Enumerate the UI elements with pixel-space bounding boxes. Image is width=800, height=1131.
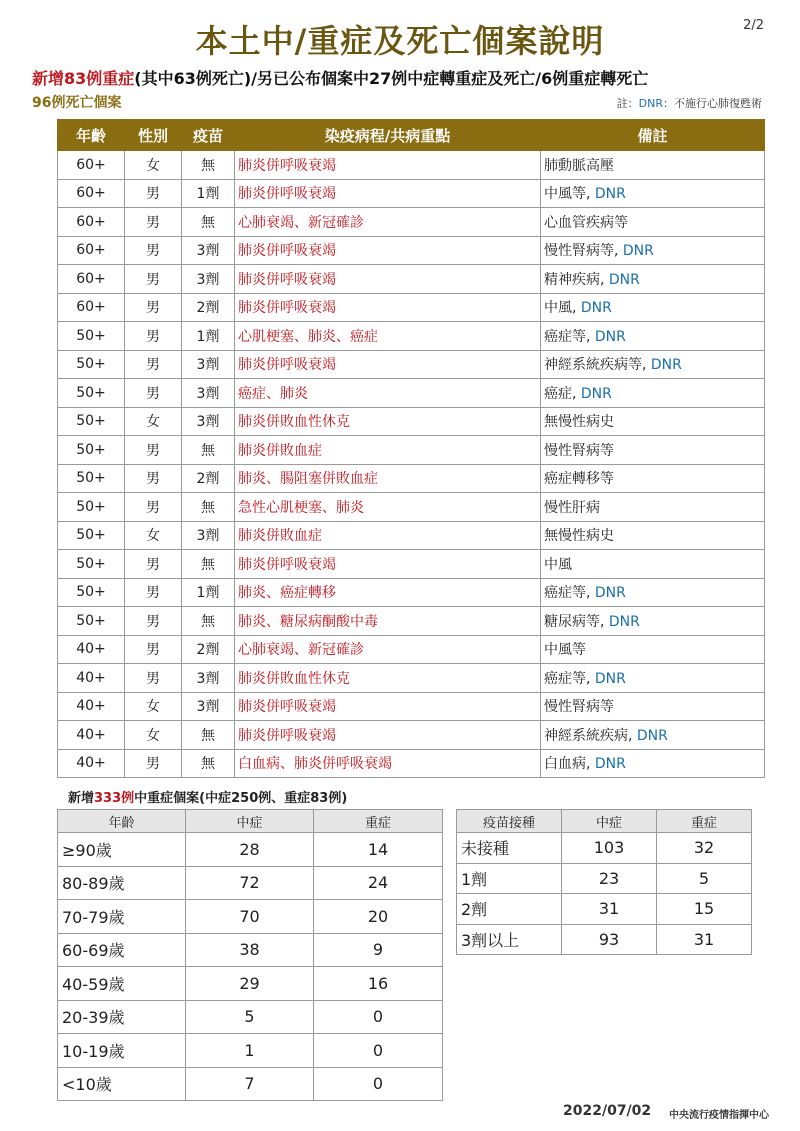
cell-vaccine: 無 [182, 208, 235, 237]
cell-remark [541, 521, 765, 550]
cell-sex: 男 [125, 493, 182, 522]
remark-text: 神經系統疾病等, [544, 357, 651, 374]
age-severe-count: 0 [314, 1067, 443, 1101]
cell-course: 急性心肌梗塞、肺炎 [235, 493, 541, 522]
cell-course: 心肺衰竭、新冠確診 [235, 208, 541, 237]
cell-course: 肺炎併呼吸衰竭 [235, 293, 541, 322]
age-group-label: 70-79歲 [58, 900, 186, 934]
death-case-row [58, 521, 765, 550]
cell-remark [541, 578, 765, 607]
header-course: 染疫病程/共病重點 [235, 120, 541, 151]
vaccine-status-label: 1劑 [457, 863, 562, 894]
cell-remark [541, 407, 765, 436]
cell-age: 40+ [58, 721, 125, 750]
cell-sex: 男 [125, 179, 182, 208]
age-severe-count: 0 [314, 1034, 443, 1068]
remark-text: 中風等 [544, 642, 586, 659]
footer-date: 2022/07/02 [563, 1103, 652, 1119]
vaccine-table-row [457, 894, 752, 925]
age-moderate-count: 1 [186, 1034, 314, 1068]
age-moderate-count: 70 [186, 900, 314, 934]
caption-count: 333例 [94, 791, 135, 806]
cell-remark [541, 179, 765, 208]
death-cases-table [57, 119, 765, 778]
cell-age: 60+ [58, 236, 125, 265]
cell-age: 40+ [58, 692, 125, 721]
death-count-line: 96例死亡個案 [32, 95, 122, 111]
death-case-row [58, 236, 765, 265]
cell-sex: 女 [125, 151, 182, 180]
cell-sex: 男 [125, 749, 182, 778]
remark-text: 癌症等, [544, 670, 595, 687]
cell-course: 肺炎、腸阻塞併敗血症 [235, 464, 541, 493]
age-moderate-count: 5 [186, 1000, 314, 1034]
cell-course: 癌症、肺炎 [235, 379, 541, 408]
cell-vaccine: 無 [182, 436, 235, 465]
remark-text: 糖尿病等, [544, 613, 609, 630]
cell-sex: 女 [125, 407, 182, 436]
cell-course: 心肺衰竭、新冠確診 [235, 635, 541, 664]
dnr-note [617, 95, 762, 111]
vaccine-status-label: 未接種 [457, 833, 562, 864]
cell-vaccine: 無 [182, 749, 235, 778]
cell-course: 心肌梗塞、肺炎、癌症 [235, 322, 541, 351]
footer-org: 中央流行疫情指揮中心 [669, 1110, 769, 1121]
age-header-moderate: 中症 [186, 810, 314, 833]
vac-header-moderate: 中症 [562, 810, 657, 833]
age-table-row [58, 1034, 443, 1068]
vaccine-moderate-count: 31 [562, 894, 657, 925]
cell-age: 50+ [58, 493, 125, 522]
age-severe-count: 20 [314, 900, 443, 934]
death-case-row [58, 692, 765, 721]
cell-age: 50+ [58, 379, 125, 408]
header-vaccine: 疫苗 [182, 120, 235, 151]
cell-age: 40+ [58, 664, 125, 693]
vaccine-severe-count: 32 [657, 833, 752, 864]
cell-age: 50+ [58, 322, 125, 351]
cell-age: 60+ [58, 265, 125, 294]
vaccine-table-row [457, 863, 752, 894]
death-case-row [58, 350, 765, 379]
remark-text: 白血病, [544, 756, 595, 773]
remark-text: 中風 [544, 556, 572, 573]
cell-sex: 男 [125, 293, 182, 322]
age-group-label: 60-69歲 [58, 933, 186, 967]
cell-vaccine: 3劑 [182, 265, 235, 294]
vac-header-status: 疫苗接種 [457, 810, 562, 833]
remark-text: 慢性肝病 [544, 499, 600, 516]
page-number: 2/2 [743, 18, 764, 33]
death-case-row [58, 607, 765, 636]
remark-text: 癌症轉移等 [544, 471, 614, 488]
dnr-tag: DNR [608, 271, 640, 288]
cell-vaccine: 1劑 [182, 322, 235, 351]
cell-age: 40+ [58, 749, 125, 778]
cell-age: 50+ [58, 436, 125, 465]
cell-sex: 女 [125, 692, 182, 721]
dnr-tag: DNR [580, 300, 612, 317]
cell-age: 50+ [58, 464, 125, 493]
vaccine-status-label: 3劑以上 [457, 924, 562, 955]
cell-course: 白血病、肺炎併呼吸衰竭 [235, 749, 541, 778]
remark-text: 癌症, [544, 385, 581, 402]
cell-vaccine: 無 [182, 151, 235, 180]
cell-age: 50+ [58, 521, 125, 550]
note-suffix: ：不施行心肺復甦術 [663, 97, 762, 110]
cell-course: 肺炎併敗血性休克 [235, 664, 541, 693]
page-title: 本土中/重症及死亡個案說明 [195, 22, 605, 60]
age-table-row [58, 1000, 443, 1034]
age-moderate-count: 72 [186, 866, 314, 900]
cell-age: 50+ [58, 350, 125, 379]
death-case-row [58, 208, 765, 237]
dnr-tag: DNR [580, 385, 612, 402]
remark-text: 慢性腎病等, [544, 243, 623, 260]
cell-sex: 男 [125, 464, 182, 493]
vaccine-table-header-row [457, 810, 752, 833]
cell-vaccine: 1劑 [182, 578, 235, 607]
death-case-row [58, 265, 765, 294]
age-table-row [58, 866, 443, 900]
cell-vaccine: 2劑 [182, 635, 235, 664]
age-group-label: 40-59歲 [58, 967, 186, 1001]
age-group-label: 20-39歲 [58, 1000, 186, 1034]
cell-remark [541, 151, 765, 180]
vaccine-severe-count: 31 [657, 924, 752, 955]
age-group-label: <10歲 [58, 1067, 186, 1101]
cell-vaccine: 2劑 [182, 464, 235, 493]
vaccine-severe-count: 5 [657, 863, 752, 894]
remark-text: 癌症等, [544, 328, 595, 345]
age-header-severe: 重症 [314, 810, 443, 833]
cell-remark [541, 208, 765, 237]
cell-course: 肺炎併呼吸衰竭 [235, 721, 541, 750]
death-case-row [58, 578, 765, 607]
cell-age: 50+ [58, 550, 125, 579]
death-case-row [58, 664, 765, 693]
age-severe-count: 24 [314, 866, 443, 900]
dnr-tag: DNR [650, 357, 682, 374]
cell-sex: 男 [125, 635, 182, 664]
cell-vaccine: 3劑 [182, 664, 235, 693]
age-severe-count: 0 [314, 1000, 443, 1034]
cell-sex: 男 [125, 550, 182, 579]
death-case-row [58, 749, 765, 778]
cell-remark [541, 493, 765, 522]
dnr-tag: DNR [622, 243, 654, 260]
subtitle [32, 66, 648, 89]
age-moderate-count: 7 [186, 1067, 314, 1101]
vaccine-moderate-count: 23 [562, 863, 657, 894]
cell-sex: 男 [125, 578, 182, 607]
age-severe-count: 14 [314, 833, 443, 867]
cell-vaccine: 3劑 [182, 692, 235, 721]
age-moderate-count: 29 [186, 967, 314, 1001]
death-case-row [58, 436, 765, 465]
age-moderate-count: 28 [186, 833, 314, 867]
death-case-row [58, 322, 765, 351]
cell-vaccine: 無 [182, 550, 235, 579]
cell-vaccine: 3劑 [182, 350, 235, 379]
remark-text: 慢性腎病等 [544, 699, 614, 716]
cell-course: 肺炎併呼吸衰竭 [235, 179, 541, 208]
remark-text: 無慢性病史 [544, 528, 614, 545]
cell-age: 50+ [58, 607, 125, 636]
cell-remark [541, 350, 765, 379]
cell-sex: 女 [125, 521, 182, 550]
vac-header-severe: 重症 [657, 810, 752, 833]
subtitle-rest: (其中63例死亡)/另已公布個案中27例中症轉重症及死亡/6例重症轉死亡 [134, 69, 649, 88]
remark-text: 精神疾病, [544, 271, 609, 288]
age-moderate-count: 38 [186, 933, 314, 967]
cell-age: 60+ [58, 151, 125, 180]
age-severity-table [57, 809, 443, 1101]
cell-course: 肺炎併呼吸衰竭 [235, 550, 541, 579]
cell-course: 肺炎併敗血性休克 [235, 407, 541, 436]
vaccine-table-row [457, 924, 752, 955]
age-table-header-row [58, 810, 443, 833]
cell-sex: 男 [125, 350, 182, 379]
cell-sex: 男 [125, 265, 182, 294]
cell-sex: 男 [125, 208, 182, 237]
cell-course: 肺炎併呼吸衰竭 [235, 151, 541, 180]
age-table-row [58, 833, 443, 867]
cell-sex: 男 [125, 322, 182, 351]
dnr-tag: DNR [594, 670, 626, 687]
cell-remark [541, 379, 765, 408]
cell-course: 肺炎併呼吸衰竭 [235, 265, 541, 294]
death-cases-header-row [58, 120, 765, 151]
age-severe-count: 16 [314, 967, 443, 1001]
header-remark: 備註 [541, 120, 765, 151]
cell-sex: 男 [125, 607, 182, 636]
cell-sex: 男 [125, 436, 182, 465]
caption-suffix: 中重症個案(中症250例、重症83例) [134, 791, 348, 806]
death-case-row [58, 151, 765, 180]
cell-sex: 男 [125, 236, 182, 265]
death-case-row [58, 179, 765, 208]
death-case-row [58, 407, 765, 436]
death-case-row [58, 379, 765, 408]
dnr-tag: DNR [594, 585, 626, 602]
dnr-tag: DNR [636, 727, 668, 744]
cell-course: 肺炎併呼吸衰竭 [235, 350, 541, 379]
age-table-row [58, 1067, 443, 1101]
cell-remark [541, 236, 765, 265]
cell-age: 60+ [58, 208, 125, 237]
caption-prefix: 新增 [68, 791, 95, 806]
age-group-label: 80-89歲 [58, 866, 186, 900]
cell-course: 肺炎、癌症轉移 [235, 578, 541, 607]
cell-remark [541, 464, 765, 493]
remark-text: 心血管疾病等 [544, 214, 628, 231]
vaccine-severity-table [456, 809, 752, 955]
cell-vaccine: 3劑 [182, 521, 235, 550]
cell-vaccine: 3劑 [182, 407, 235, 436]
cell-course: 肺炎併敗血症 [235, 436, 541, 465]
cell-course: 肺炎併呼吸衰竭 [235, 236, 541, 265]
cell-vaccine: 3劑 [182, 379, 235, 408]
remark-text: 無慢性病史 [544, 414, 614, 431]
vaccine-moderate-count: 103 [562, 833, 657, 864]
cell-course: 肺炎併敗血症 [235, 521, 541, 550]
cell-vaccine: 2劑 [182, 293, 235, 322]
note-dnr: DNR [638, 97, 663, 110]
dnr-tag: DNR [608, 613, 640, 630]
age-table-row [58, 900, 443, 934]
age-group-label: 10-19歲 [58, 1034, 186, 1068]
cell-remark [541, 436, 765, 465]
vaccine-moderate-count: 93 [562, 924, 657, 955]
death-case-row [58, 493, 765, 522]
dnr-tag: DNR [594, 328, 626, 345]
cell-vaccine: 1劑 [182, 179, 235, 208]
cell-remark [541, 635, 765, 664]
remark-text: 中風, [544, 300, 581, 317]
age-table-row [58, 967, 443, 1001]
subtitle-highlight: 新增83例重症 [32, 69, 135, 88]
age-group-label: ≥90歲 [58, 833, 186, 867]
cell-age: 60+ [58, 293, 125, 322]
cell-remark [541, 721, 765, 750]
cell-course: 肺炎、糖尿病酮酸中毒 [235, 607, 541, 636]
death-case-row [58, 635, 765, 664]
cell-remark [541, 664, 765, 693]
cell-vaccine: 無 [182, 607, 235, 636]
age-severe-count: 9 [314, 933, 443, 967]
vaccine-severe-count: 15 [657, 894, 752, 925]
cell-age: 50+ [58, 407, 125, 436]
severe-cases-caption [68, 787, 347, 806]
age-header-age: 年齡 [58, 810, 186, 833]
remark-text: 肺動脈高壓 [544, 157, 614, 174]
cell-remark [541, 265, 765, 294]
death-case-row [58, 464, 765, 493]
age-table-row [58, 933, 443, 967]
cell-vaccine: 無 [182, 493, 235, 522]
death-case-row [58, 721, 765, 750]
cell-vaccine: 3劑 [182, 236, 235, 265]
remark-text: 中風等, [544, 186, 595, 203]
dnr-tag: DNR [594, 186, 626, 203]
cell-sex: 女 [125, 721, 182, 750]
cell-remark [541, 322, 765, 351]
cell-remark [541, 607, 765, 636]
death-case-row [58, 550, 765, 579]
header-sex: 性別 [125, 120, 182, 151]
cell-age: 60+ [58, 179, 125, 208]
cell-remark [541, 749, 765, 778]
dnr-tag: DNR [594, 756, 626, 773]
header-age: 年齡 [58, 120, 125, 151]
vaccine-table-row [457, 833, 752, 864]
note-prefix: 註： [616, 97, 639, 110]
remark-text: 神經系統疾病, [544, 727, 637, 744]
cell-remark [541, 692, 765, 721]
cell-remark [541, 550, 765, 579]
cell-remark [541, 293, 765, 322]
vaccine-status-label: 2劑 [457, 894, 562, 925]
cell-sex: 男 [125, 664, 182, 693]
cell-course: 肺炎併呼吸衰竭 [235, 692, 541, 721]
cell-age: 50+ [58, 578, 125, 607]
cell-age: 40+ [58, 635, 125, 664]
remark-text: 慢性腎病等 [544, 442, 614, 459]
cell-sex: 男 [125, 379, 182, 408]
remark-text: 癌症等, [544, 585, 595, 602]
death-case-row [58, 293, 765, 322]
cell-vaccine: 無 [182, 721, 235, 750]
